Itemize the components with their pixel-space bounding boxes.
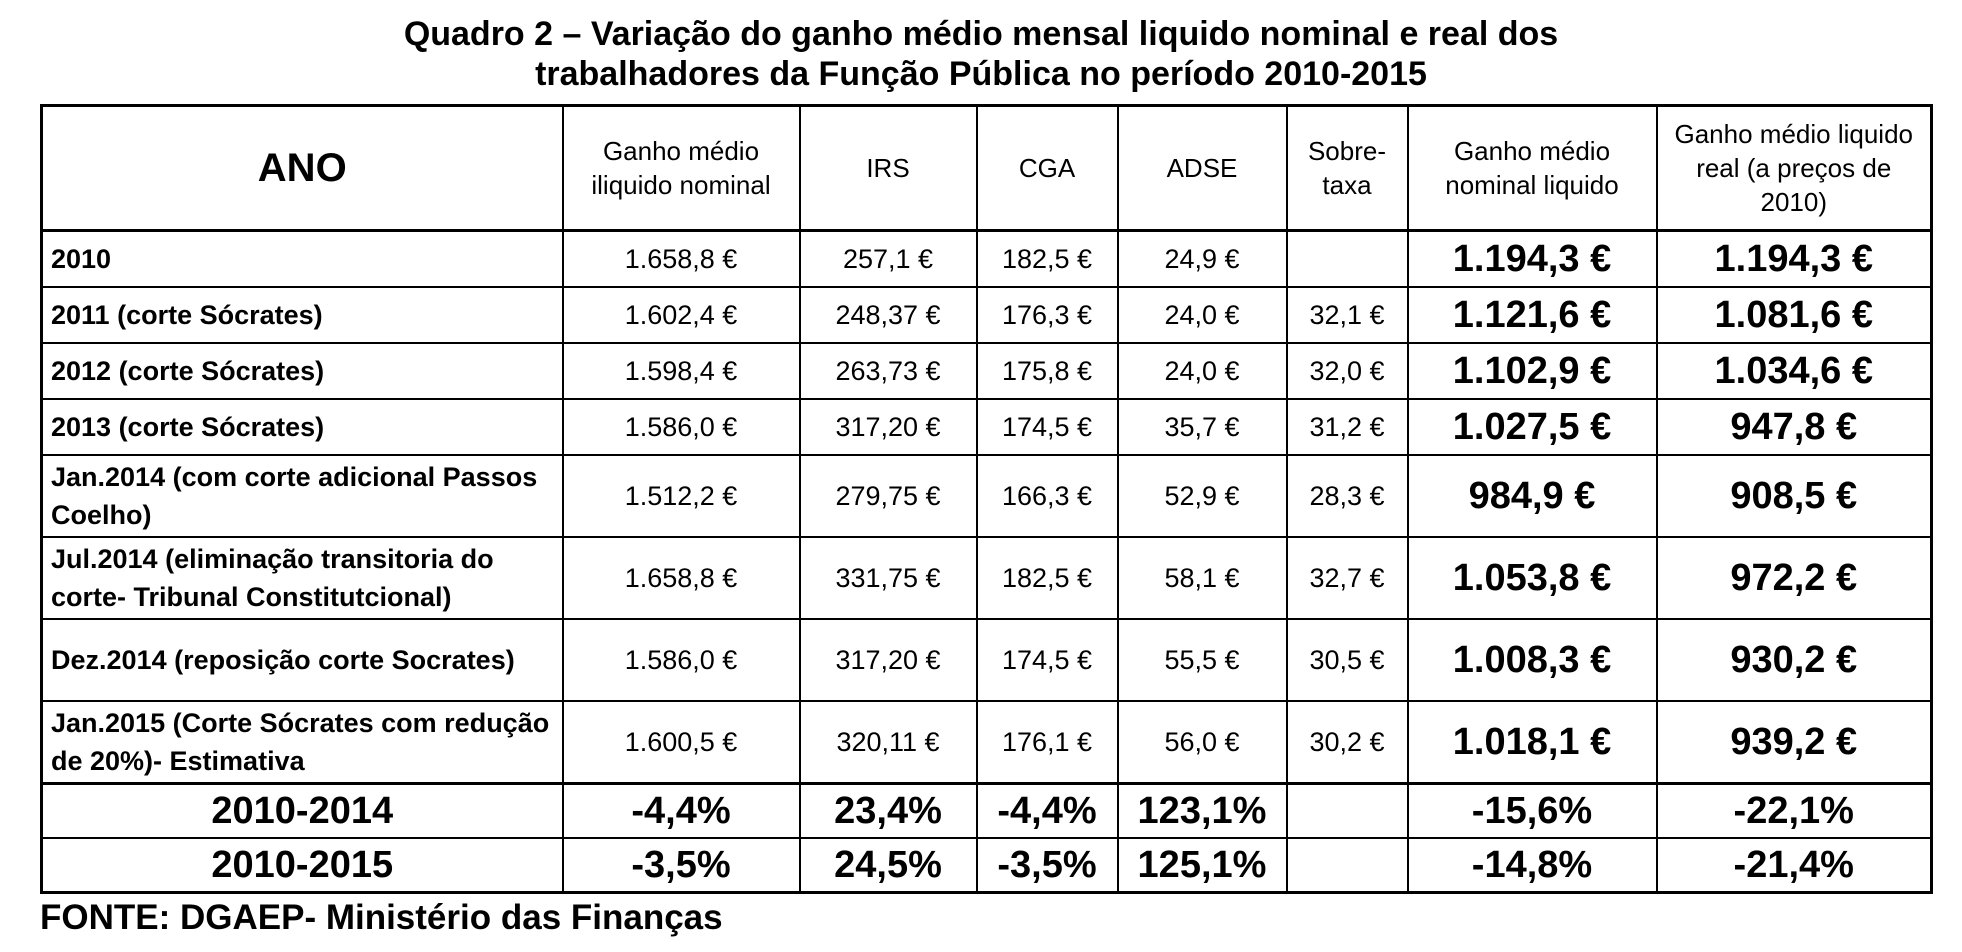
cell-irs: 257,1 € (800, 231, 977, 288)
cell-adse: 58,1 € (1118, 537, 1287, 619)
cell-adse: 24,9 € (1118, 231, 1287, 288)
salary-variation-table (40, 104, 1933, 894)
row-year: Jul.2014 (eliminação transitoria do corte- Tribunal Constitutcional) (42, 537, 563, 619)
cell-surtax: 32,0 € (1287, 343, 1408, 399)
table-row (42, 455, 1932, 537)
header-row (42, 106, 1932, 231)
cell-irs: 263,73 € (800, 343, 977, 399)
cell-surtax: 32,1 € (1287, 287, 1408, 343)
table-row (42, 343, 1932, 399)
variation-cga: -4,4% (977, 784, 1118, 839)
table-row (42, 537, 1932, 619)
row-year: 2012 (corte Sócrates) (42, 343, 563, 399)
variation-net-real: -21,4% (1657, 838, 1932, 893)
title-line-2: trabalhadores da Função Pública no período 2010-2015 (535, 55, 1427, 93)
cell-net-real: 930,2 € (1657, 619, 1932, 701)
cell-adse: 24,0 € (1118, 287, 1287, 343)
variation-net-real: -22,1% (1657, 784, 1932, 839)
cell-net-real: 939,2 € (1657, 701, 1932, 784)
row-year: Dez.2014 (reposição corte Socrates) (42, 619, 563, 701)
cell-cga: 176,3 € (977, 287, 1118, 343)
variation-gross-nominal: -4,4% (563, 784, 800, 839)
variation-row (42, 784, 1932, 839)
header-cga: CGA (977, 106, 1118, 231)
cell-cga: 182,5 € (977, 537, 1118, 619)
cell-cga: 166,3 € (977, 455, 1118, 537)
cell-surtax: 32,7 € (1287, 537, 1408, 619)
cell-irs: 279,75 € (800, 455, 977, 537)
row-year: 2011 (corte Sócrates) (42, 287, 563, 343)
table-row (42, 231, 1932, 288)
cell-surtax: 31,2 € (1287, 399, 1408, 455)
cell-irs: 331,75 € (800, 537, 977, 619)
cell-net-nominal: 1.121,6 € (1408, 287, 1657, 343)
variation-irs: 23,4% (800, 784, 977, 839)
variation-adse: 125,1% (1118, 838, 1287, 893)
variation-adse: 123,1% (1118, 784, 1287, 839)
header-gross-nominal: Ganho médio iliquido nominal (563, 106, 800, 231)
header-adse: ADSE (1118, 106, 1287, 231)
title-line-1: Quadro 2 – Variação do ganho médio mensal liquido nominal e real dos (403, 15, 1559, 53)
cell-net-real: 1.034,6 € (1657, 343, 1932, 399)
cell-gross-nominal: 1.658,8 € (563, 231, 800, 288)
cell-net-nominal: 1.027,5 € (1408, 399, 1657, 455)
cell-net-nominal: 1.018,1 € (1408, 701, 1657, 784)
row-year: Jan.2015 (Corte Sócrates com redução de 20%)- Estimativa (42, 701, 563, 784)
table-title (0, 14, 1962, 94)
row-year: 2010 (42, 231, 563, 288)
cell-surtax: 30,2 € (1287, 701, 1408, 784)
cell-gross-nominal: 1.586,0 € (563, 619, 800, 701)
cell-net-nominal: 984,9 € (1408, 455, 1657, 537)
cell-net-real: 947,8 € (1657, 399, 1932, 455)
cell-surtax (1287, 231, 1408, 288)
variation-irs: 24,5% (800, 838, 977, 893)
cell-cga: 174,5 € (977, 619, 1118, 701)
table-row (42, 287, 1932, 343)
cell-adse: 55,5 € (1118, 619, 1287, 701)
cell-net-nominal: 1.053,8 € (1408, 537, 1657, 619)
variation-surtax (1287, 784, 1408, 839)
cell-gross-nominal: 1.602,4 € (563, 287, 800, 343)
table-row (42, 701, 1932, 784)
cell-irs: 248,37 € (800, 287, 977, 343)
variation-period: 2010-2014 (42, 784, 563, 839)
cell-surtax: 30,5 € (1287, 619, 1408, 701)
cell-irs: 317,20 € (800, 399, 977, 455)
cell-gross-nominal: 1.600,5 € (563, 701, 800, 784)
cell-net-real: 1.081,6 € (1657, 287, 1932, 343)
cell-net-nominal: 1.008,3 € (1408, 619, 1657, 701)
table-row (42, 399, 1932, 455)
cell-gross-nominal: 1.586,0 € (563, 399, 800, 455)
cell-gross-nominal: 1.512,2 € (563, 455, 800, 537)
variation-gross-nominal: -3,5% (563, 838, 800, 893)
cell-cga: 174,5 € (977, 399, 1118, 455)
variation-period: 2010-2015 (42, 838, 563, 893)
cell-net-nominal: 1.102,9 € (1408, 343, 1657, 399)
variation-net-nominal: -14,8% (1408, 838, 1657, 893)
variation-net-nominal: -15,6% (1408, 784, 1657, 839)
cell-gross-nominal: 1.658,8 € (563, 537, 800, 619)
row-year: Jan.2014 (com corte adicional Passos Coelho) (42, 455, 563, 537)
source-note: FONTE: DGAEP- Ministério das Finanças (40, 898, 723, 937)
cell-net-real: 972,2 € (1657, 537, 1932, 619)
row-year: 2013 (corte Sócrates) (42, 399, 563, 455)
header-surtax: Sobre-taxa (1287, 106, 1408, 231)
variation-row (42, 838, 1932, 893)
variation-cga: -3,5% (977, 838, 1118, 893)
cell-net-real: 1.194,3 € (1657, 231, 1932, 288)
cell-net-real: 908,5 € (1657, 455, 1932, 537)
cell-gross-nominal: 1.598,4 € (563, 343, 800, 399)
cell-irs: 320,11 € (800, 701, 977, 784)
cell-cga: 175,8 € (977, 343, 1118, 399)
cell-cga: 182,5 € (977, 231, 1118, 288)
header-net-real: Ganho médio liquido real (a preços de 2010) (1657, 106, 1932, 231)
cell-adse: 56,0 € (1118, 701, 1287, 784)
cell-surtax: 28,3 € (1287, 455, 1408, 537)
variation-surtax (1287, 838, 1408, 893)
cell-cga: 176,1 € (977, 701, 1118, 784)
table-row (42, 619, 1932, 701)
cell-adse: 35,7 € (1118, 399, 1287, 455)
header-net-nominal: Ganho médio nominal liquido (1408, 106, 1657, 231)
cell-adse: 52,9 € (1118, 455, 1287, 537)
header-ano: ANO (42, 106, 563, 231)
cell-net-nominal: 1.194,3 € (1408, 231, 1657, 288)
cell-adse: 24,0 € (1118, 343, 1287, 399)
header-irs: IRS (800, 106, 977, 231)
cell-irs: 317,20 € (800, 619, 977, 701)
